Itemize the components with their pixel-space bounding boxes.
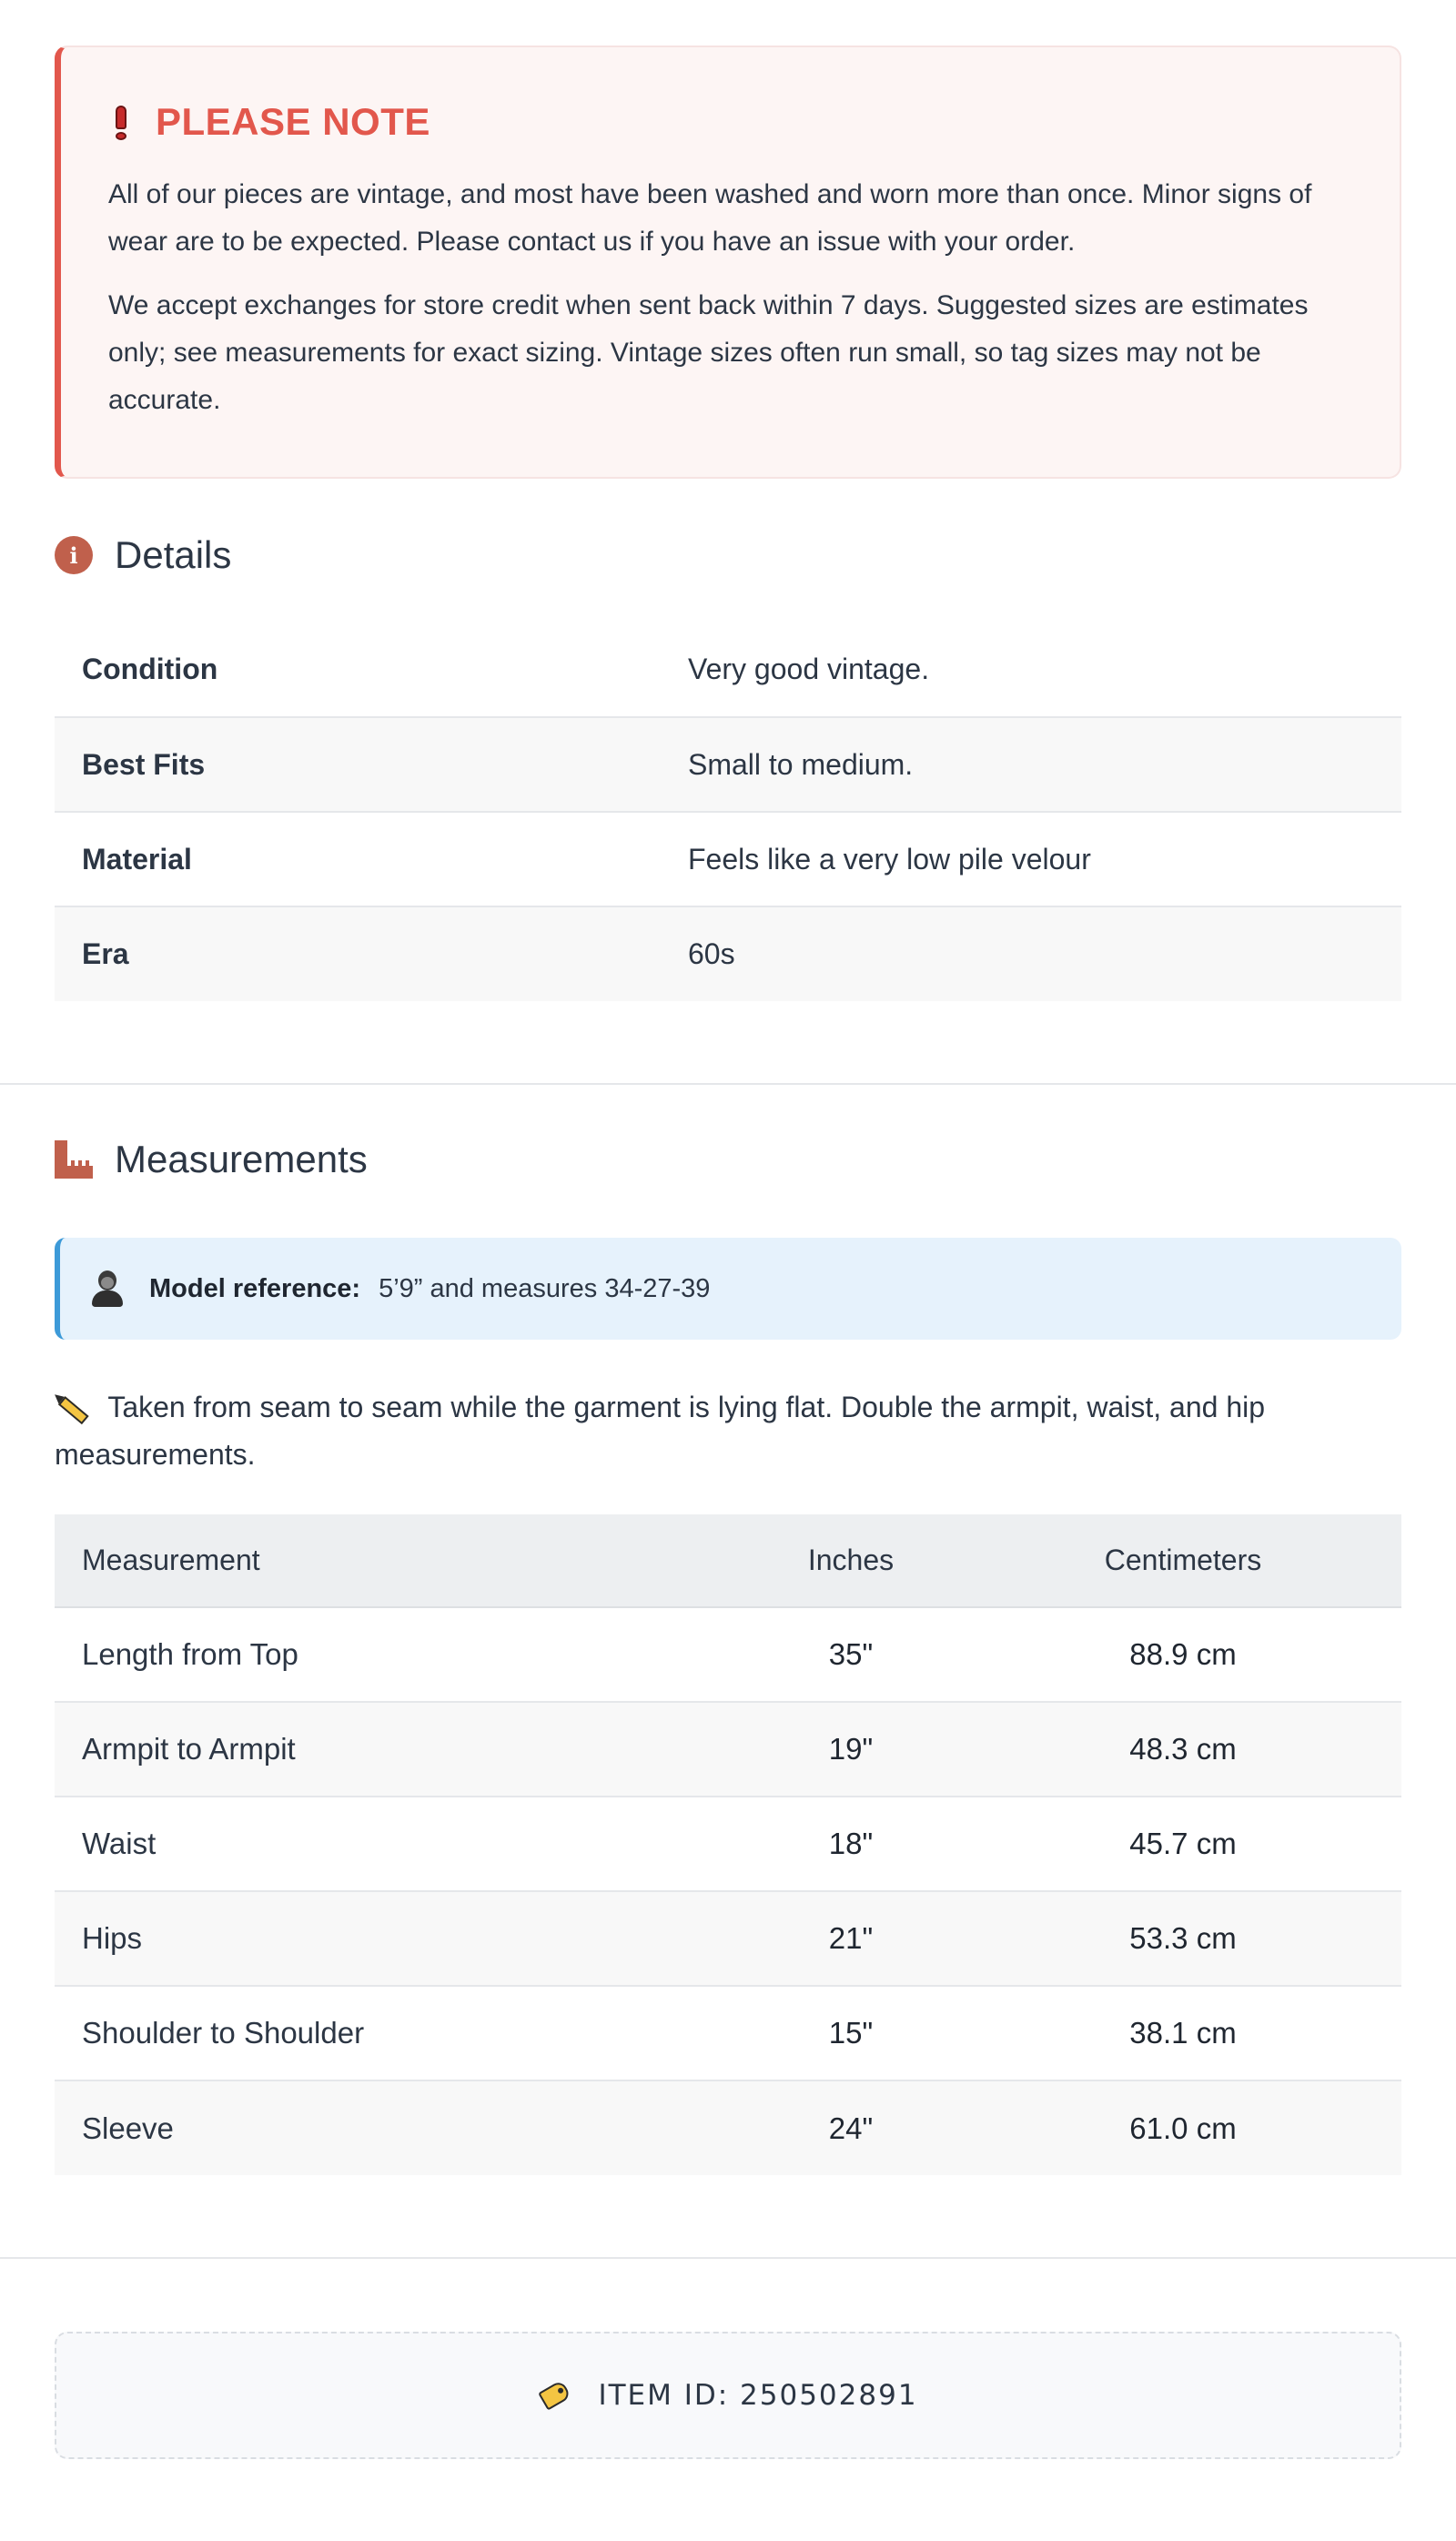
detail-value: Small to medium. xyxy=(688,747,914,781)
notice-paragraph-2: We accept exchanges for store credit when sent back within 7 days. Suggested sizes are estimates only; see measurements for exact sizing. Vintage sizes often run small, so tag sizes may not be accurate. xyxy=(108,290,1309,415)
section-divider xyxy=(0,2257,1456,2259)
pencil-icon xyxy=(53,1391,92,1428)
table-row xyxy=(55,1702,1401,1797)
table-row xyxy=(55,1986,1401,2080)
table-row xyxy=(55,1797,1401,1891)
measurement-note xyxy=(55,1383,1401,1478)
ruler-icon xyxy=(55,1140,93,1179)
model-reference-callout xyxy=(55,1238,1401,1340)
measurement-cm: 45.7 cm xyxy=(1129,1827,1237,1860)
measurement-name: Armpit to Armpit xyxy=(82,1732,296,1766)
product-info-page xyxy=(0,46,1456,1001)
table-row xyxy=(55,1891,1401,1986)
measurement-inches: 15" xyxy=(828,2016,874,2050)
detail-label: Best Fits xyxy=(82,747,206,781)
table-header-row xyxy=(55,1514,1401,1607)
details-title: Details xyxy=(115,533,232,576)
detail-label: Material xyxy=(82,842,192,876)
column-header-centimeters: Centimeters xyxy=(1104,1544,1262,1576)
details-section xyxy=(55,533,1401,1001)
measurements-table xyxy=(55,1514,1401,2175)
column-header-inches: Inches xyxy=(807,1544,895,1576)
measurement-name: Length from Top xyxy=(82,1637,298,1671)
measurements-title: Measurements xyxy=(115,1138,368,1180)
measurement-name: Hips xyxy=(82,1921,143,1955)
measurement-name: Shoulder to Shoulder xyxy=(82,2016,365,2050)
detail-label: Era xyxy=(82,937,129,970)
measurements-section xyxy=(55,1138,1401,2175)
detail-value: Very good vintage. xyxy=(688,653,930,685)
person-icon xyxy=(91,1270,124,1307)
exclamation-icon xyxy=(112,104,130,140)
measurement-cm: 61.0 cm xyxy=(1129,2111,1237,2145)
model-reference-value: 5’9” and measures 34-27-39 xyxy=(379,1273,711,1303)
notice-header xyxy=(108,100,1352,144)
model-reference-label: Model reference: xyxy=(149,1273,361,1303)
please-note-callout xyxy=(55,46,1401,479)
table-row xyxy=(55,717,1401,812)
measurement-name: Waist xyxy=(82,1827,157,1860)
notice-paragraph-1: All of our pieces are vintage, and most have been washed and worn more than once. Minor signs of wear are to be expected. Please contact us if you have an issue with your order. xyxy=(108,179,1312,257)
measurements-heading xyxy=(55,1138,1401,1181)
detail-value: Feels like a very low pile velour xyxy=(688,842,1091,876)
measurement-inches: 21" xyxy=(828,1921,874,1955)
measurement-cm: 53.3 cm xyxy=(1129,1921,1237,1955)
measurement-inches: 19" xyxy=(828,1732,874,1766)
table-row xyxy=(55,1607,1401,1702)
info-icon: i xyxy=(55,536,93,574)
measurement-inches: 18" xyxy=(828,1827,874,1860)
measurement-cm: 88.9 cm xyxy=(1129,1637,1237,1671)
notice-title: PLEASE NOTE xyxy=(156,100,430,143)
table-row xyxy=(55,2080,1401,2175)
measurement-name: Sleeve xyxy=(82,2111,174,2145)
column-header-measurement: Measurement xyxy=(82,1544,260,1576)
table-row xyxy=(55,812,1401,906)
detail-value: 60s xyxy=(688,937,735,970)
table-row xyxy=(55,623,1401,717)
measurement-cm: 38.1 cm xyxy=(1129,2016,1237,2050)
measurement-note-text: Taken from seam to seam while the garment is lying flat. Double the armpit, waist, and hip measurements. xyxy=(55,1391,1266,1471)
details-heading xyxy=(55,533,1401,577)
item-id-box xyxy=(55,2332,1401,2459)
section-divider xyxy=(0,1083,1456,1085)
measurement-inches: 24" xyxy=(828,2111,874,2145)
measurement-cm: 48.3 cm xyxy=(1129,1732,1237,1766)
details-table xyxy=(55,623,1401,1001)
measurement-inches: 35" xyxy=(828,1637,874,1671)
table-row xyxy=(55,906,1401,1001)
detail-label: Condition xyxy=(82,653,218,685)
tag-icon xyxy=(532,2372,581,2418)
item-id-label: ITEM ID: 250502891 xyxy=(598,2379,918,2412)
